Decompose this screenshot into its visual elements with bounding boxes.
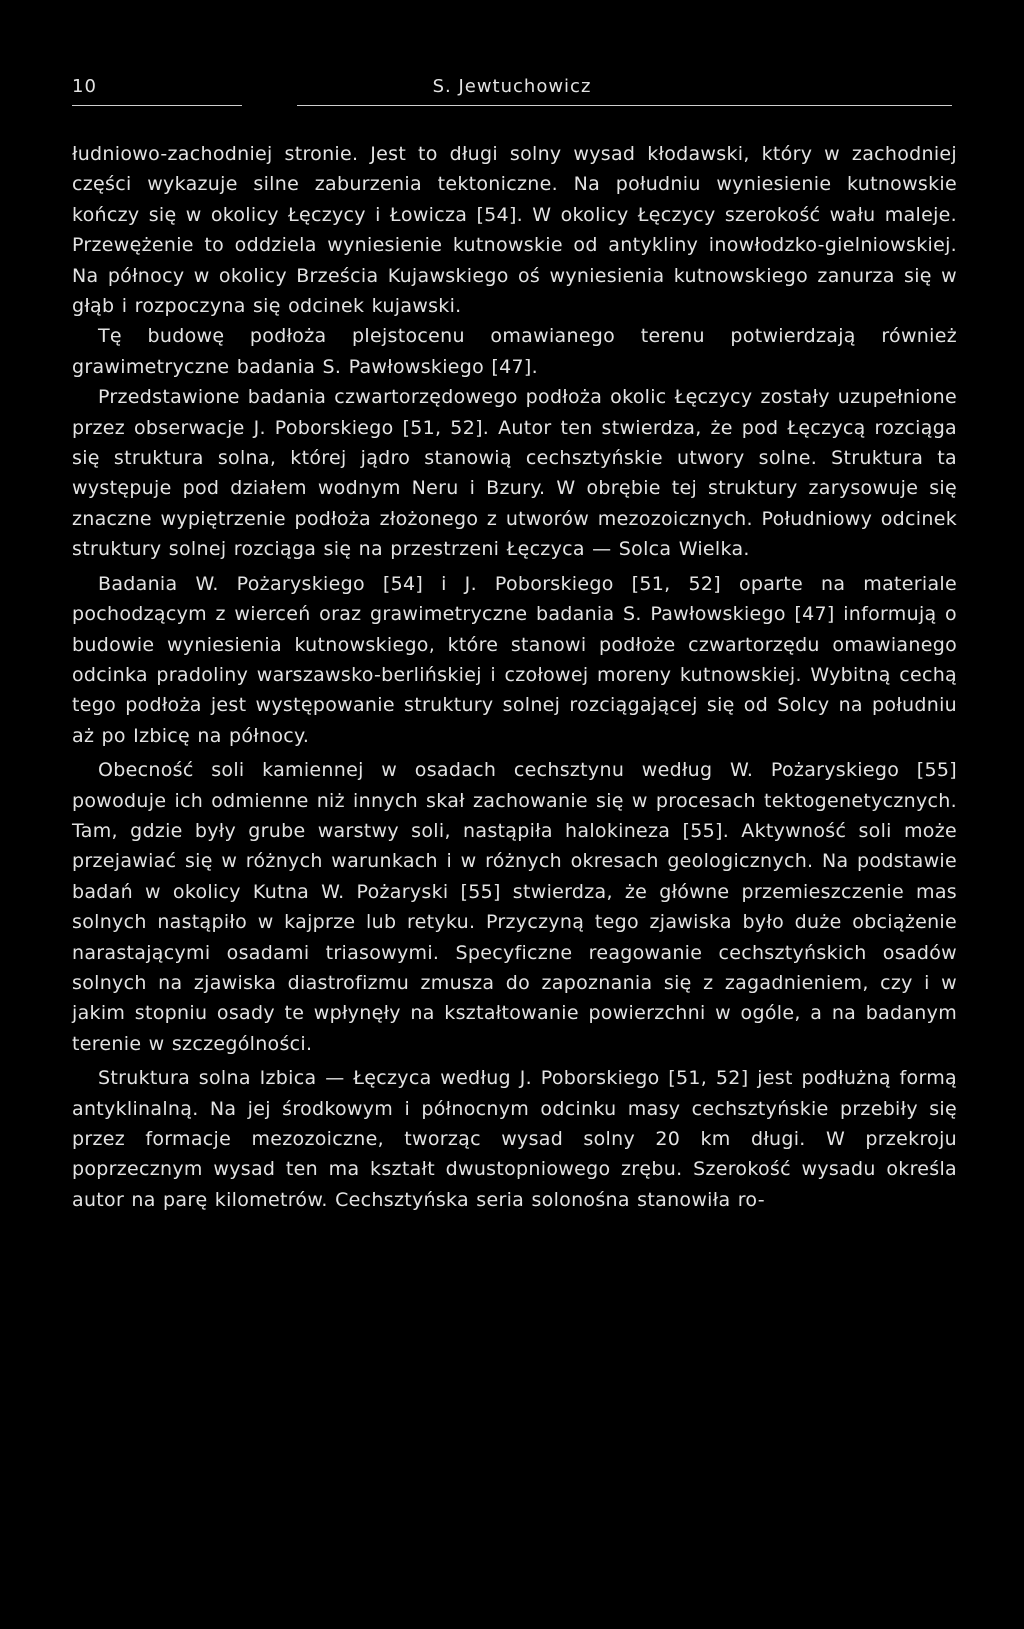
paragraph: Badania W. Pożaryskiego [54] i J. Poborskiego [51, 52] oparte na materiale pochodzącym z wierceń oraz grawimetryczne badania S. Pawłowskiego [47] informują o budowie wyniesienia kutnowskiego, które stanowi podłoże czwartorzędu omawianego odcinka pradoliny warszawsko-berlińskiej i czołowej moreny kutnowskiej. Wybitną cechą tego podłoża jest występowanie struktury solnej rozciągającej się od Solcy na południu aż po Izbicę na północy. <box>72 572 957 747</box>
page-header <box>72 76 952 106</box>
running-head: S. Jewtuchowicz <box>432 76 592 97</box>
paragraph: łudniowo-zachodniej stronie. Jest to długi solny wysad kłodawski, który w zachodniej części wykazuje silne zaburzenia tektoniczne. Na południu wyniesienie kutnowskie kończy się w okolicy Łęczycy i Łowicza [54]. W okolicy Łęczycy szerokość wału maleje. Przewężenie to oddziela wyniesienie kutnowskie od antykliny inowłodzko-gielniowskiej. Na północy w okolicy Brześcia Kujawskiego oś wyniesienia kutnowskiego zanurza się w głąb i rozpoczyna się odcinek kujawski. <box>72 143 957 318</box>
paragraph: Obecność soli kamiennej w osadach cechsztynu według W. Pożaryskiego [55] powoduje ich odmienne niż innych skał zachowanie się w procesach tektogenetycznych. Tam, gdzie były grube warstwy soli, nastąpiła halokineza [55]. Aktywność soli może przejawiać się w różnych warunkach i w różnych okresach geologicznych. Na podstawie badań w okolicy Kutna W. Pożaryski [55] stwierdza, że główne przemieszczenie mas solnych nastąpiło w kajprze lub retyku. Przyczyną tego zjawiska było duże obciążenie narastającymi osadami triasowymi. Specyficzne reagowanie cechsztyńskich osadów solnych na zjawiska diastrofizmu zmusza do zapoznania się z zagadnieniem, czy i w jakim stopniu osady te wpłynęły na kształtowanie powierzchni w ogóle, a na badanym terenie w szczególności. <box>72 759 957 1055</box>
header-rule-left <box>72 105 242 106</box>
body-text <box>72 139 957 1215</box>
paragraph: Struktura solna Izbica — Łęczyca według J. Poborskiego [51, 52] jest podłużną formą antyklinalną. Na jej środkowym i północnym odcinku masy cechsztyńskie przebiły się przez formacje mezozoiczne, tworząc wysad solny 20 km długi. W przekroju poprzecznym wysad ten ma kształt dwustopniowego zrębu. Szerokość wysadu określa autor na parę kilometrów. Cechsztyńska seria solonośna stanowiła ro- <box>72 1067 957 1211</box>
page-number: 10 <box>72 76 97 97</box>
header-rule-right <box>297 105 952 106</box>
paragraph: Przedstawione badania czwartorzędowego podłoża okolic Łęczycy zostały uzupełnione przez obserwacje J. Poborskiego [51, 52]. Autor ten stwierdza, że pod Łęczycą rozciąga się struktura solna, której jądro stanowią cechsztyńskie utwory solne. Struktura ta występuje pod działem wodnym Neru i Bzury. W obrębie tej struktury zarysowuje się znaczne wypiętrzenie podłoża złożonego z utworów mezozoicznych. Południowy odcinek struktury solnej rozciąga się na przestrzeni Łęczyca — Solca Wielka. <box>72 386 957 561</box>
paragraph: Tę budowę podłoża plejstocenu omawianego terenu potwierdzają również grawimetryczne badania S. Pawłowskiego [47]. <box>72 325 957 378</box>
